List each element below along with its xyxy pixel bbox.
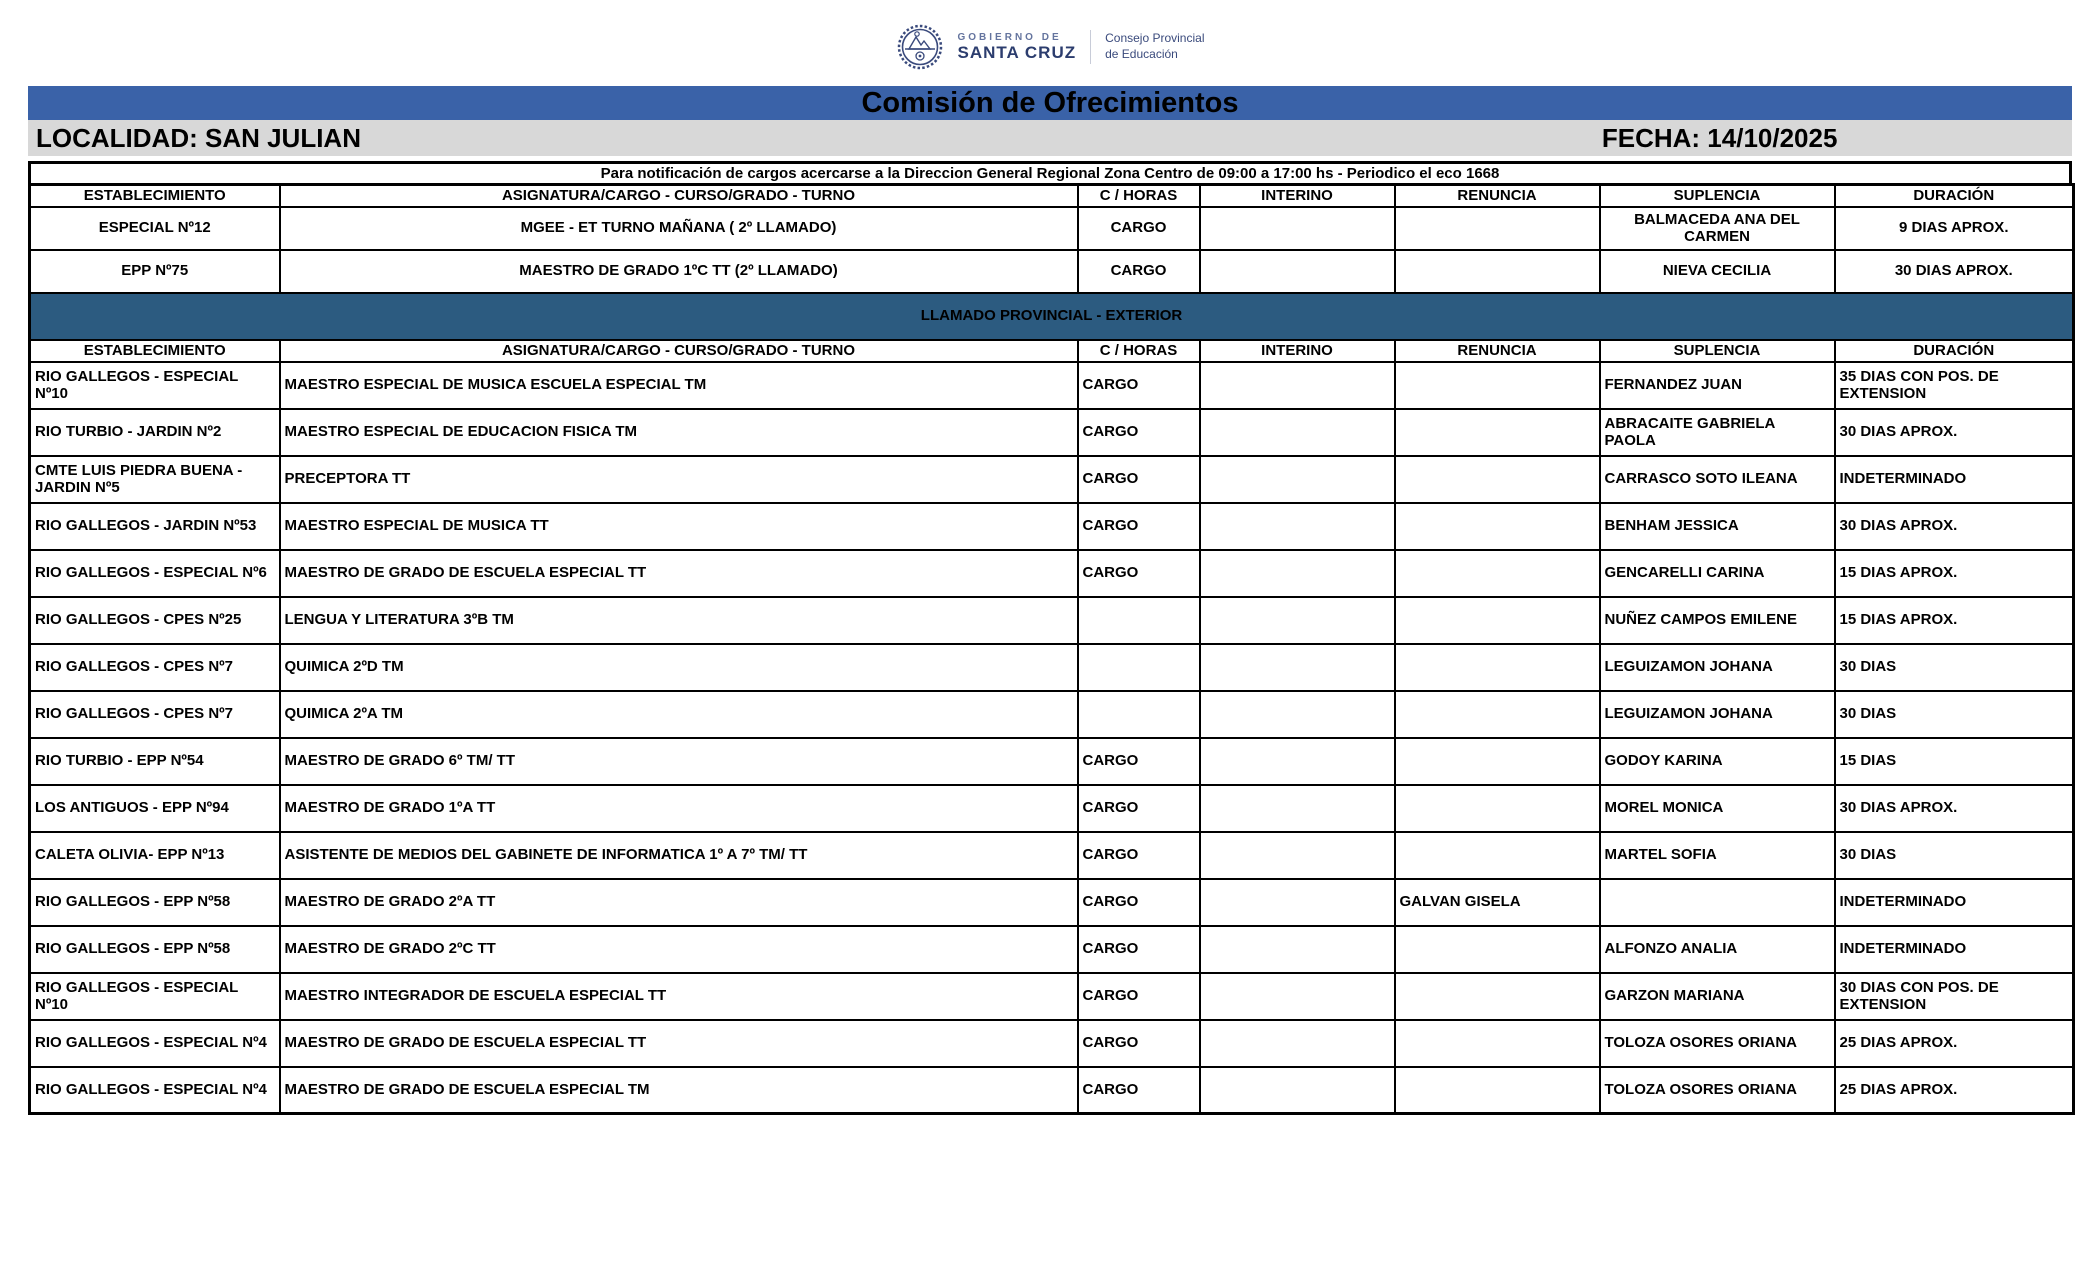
cell-duracion: 15 DIAS APROX. — [1835, 597, 2074, 644]
cell-duracion: 25 DIAS APROX. — [1835, 1067, 2074, 1114]
cell-duracion: 30 DIAS APROX. — [1835, 250, 2074, 293]
cell-renuncia — [1395, 207, 1600, 250]
cell-renuncia — [1395, 926, 1600, 973]
table-row — [30, 1020, 2074, 1067]
cell-establecimiento: RIO GALLEGOS - CPES Nº7 — [30, 644, 280, 691]
cell-duracion: 30 DIAS CON POS. DE EXTENSION — [1835, 973, 2074, 1020]
table-row — [30, 456, 2074, 503]
consejo-wordmark — [1105, 31, 1204, 62]
column-header-renuncia: RENUNCIA — [1395, 340, 1600, 362]
cell-establecimiento: RIO GALLEGOS - CPES Nº7 — [30, 691, 280, 738]
cell-duracion: 30 DIAS APROX. — [1835, 409, 2074, 456]
cell-renuncia — [1395, 691, 1600, 738]
column-header-row — [30, 185, 2074, 207]
gobierno-de-text: GOBIERNO DE — [957, 31, 1062, 43]
cell-duracion: INDETERMINADO — [1835, 456, 2074, 503]
cell-renuncia — [1395, 644, 1600, 691]
column-header-suplencia: SUPLENCIA — [1600, 185, 1835, 207]
cell-interino — [1200, 207, 1395, 250]
cell-asignatura: QUIMICA 2ºD TM — [280, 644, 1078, 691]
cell-renuncia: GALVAN GISELA — [1395, 879, 1600, 926]
table-row — [30, 973, 2074, 1020]
cell-c-horas — [1078, 691, 1200, 738]
cell-suplencia: BALMACEDA ANA DEL CARMEN — [1600, 207, 1835, 250]
cell-c-horas: CARGO — [1078, 503, 1200, 550]
cell-establecimiento: RIO GALLEGOS - ESPECIAL Nº6 — [30, 550, 280, 597]
cell-c-horas: CARGO — [1078, 832, 1200, 879]
column-header-duracion: DURACIÓN — [1835, 185, 2074, 207]
notice-text: Para notificación de cargos acercarse a la Direccion General Regional Zona Centro de 09:00 a 17:00 hs - Periodico el eco 1668 — [28, 161, 2072, 186]
cell-asignatura: MAESTRO DE GRADO 6º TM/ TT — [280, 738, 1078, 785]
cell-duracion: INDETERMINADO — [1835, 926, 2074, 973]
table-row — [30, 550, 2074, 597]
page-title: Comisión de Ofrecimientos — [28, 86, 2072, 120]
cell-c-horas: CARGO — [1078, 550, 1200, 597]
table-row — [30, 503, 2074, 550]
consejo-line1: Consejo Provincial — [1105, 31, 1205, 46]
cell-suplencia: MOREL MONICA — [1600, 785, 1835, 832]
cell-establecimiento: RIO GALLEGOS - ESPECIAL Nº4 — [30, 1020, 280, 1067]
cell-suplencia: GARZON MARIANA — [1600, 973, 1835, 1020]
cell-suplencia: ALFONZO ANALIA — [1600, 926, 1835, 973]
localidad-label: LOCALIDAD: SAN JULIAN — [36, 123, 361, 153]
cell-renuncia — [1395, 362, 1600, 409]
cell-interino — [1200, 597, 1395, 644]
cell-suplencia — [1600, 879, 1835, 926]
cell-suplencia: MARTEL SOFIA — [1600, 832, 1835, 879]
header-logo — [0, 0, 2100, 86]
column-header-asignatura: ASIGNATURA/CARGO - CURSO/GRADO - TURNO — [280, 340, 1078, 362]
cell-interino — [1200, 1067, 1395, 1114]
cell-c-horas: CARGO — [1078, 409, 1200, 456]
cell-asignatura: MAESTRO DE GRADO 1ºC TT (2º LLAMADO) — [280, 250, 1078, 293]
cell-c-horas: CARGO — [1078, 1067, 1200, 1114]
cell-suplencia: TOLOZA OSORES ORIANA — [1600, 1020, 1835, 1067]
table-row — [30, 644, 2074, 691]
cell-duracion: 30 DIAS — [1835, 832, 2074, 879]
table-row — [30, 691, 2074, 738]
cell-asignatura: MAESTRO DE GRADO 2ºA TT — [280, 879, 1078, 926]
santa-cruz-crest-icon — [896, 22, 944, 72]
table-row — [30, 926, 2074, 973]
table-row — [30, 832, 2074, 879]
table-row — [30, 879, 2074, 926]
cell-establecimiento: RIO TURBIO - EPP Nº54 — [30, 738, 280, 785]
cell-interino — [1200, 1020, 1395, 1067]
cell-interino — [1200, 503, 1395, 550]
cell-renuncia — [1395, 973, 1600, 1020]
cell-duracion: 9 DIAS APROX. — [1835, 207, 2074, 250]
cell-interino — [1200, 456, 1395, 503]
column-header-row — [30, 340, 2074, 362]
gobierno-wordmark — [958, 32, 1077, 63]
column-header-c-horas: C / HORAS — [1078, 185, 1200, 207]
cell-asignatura: ASISTENTE DE MEDIOS DEL GABINETE DE INFORMATICA 1º A 7º TM/ TT — [280, 832, 1078, 879]
cell-renuncia — [1395, 550, 1600, 597]
column-header-duracion: DURACIÓN — [1835, 340, 2074, 362]
cell-establecimiento: CMTE LUIS PIEDRA BUENA - JARDIN Nº5 — [30, 456, 280, 503]
cell-establecimiento: ESPECIAL Nº12 — [30, 207, 280, 250]
cell-interino — [1200, 362, 1395, 409]
fecha-label: FECHA: 14/10/2025 — [1601, 123, 1838, 153]
column-header-c-horas: C / HORAS — [1078, 340, 1200, 362]
table-row — [30, 738, 2074, 785]
cell-c-horas: CARGO — [1078, 1020, 1200, 1067]
cell-asignatura: MGEE - ET TURNO MAÑANA ( 2º LLAMADO) — [280, 207, 1078, 250]
column-header-renuncia: RENUNCIA — [1395, 185, 1600, 207]
table-row — [30, 250, 2074, 293]
cell-c-horas — [1078, 644, 1200, 691]
cell-duracion: 30 DIAS — [1835, 644, 2074, 691]
table-row — [30, 785, 2074, 832]
cell-asignatura: MAESTRO DE GRADO 1ºA TT — [280, 785, 1078, 832]
cell-suplencia: TOLOZA OSORES ORIANA — [1600, 1067, 1835, 1114]
cell-duracion: 35 DIAS CON POS. DE EXTENSION — [1835, 362, 2074, 409]
cell-c-horas — [1078, 597, 1200, 644]
cell-establecimiento: CALETA OLIVIA- EPP Nº13 — [30, 832, 280, 879]
column-header-establecimiento: ESTABLECIMIENTO — [30, 185, 280, 207]
cell-asignatura: MAESTRO ESPECIAL DE MUSICA ESCUELA ESPECIAL TM — [280, 362, 1078, 409]
cell-establecimiento: RIO GALLEGOS - JARDIN Nº53 — [30, 503, 280, 550]
offers-table — [28, 183, 2075, 1115]
column-header-interino: INTERINO — [1200, 185, 1395, 207]
table-row — [30, 362, 2074, 409]
cell-duracion: 30 DIAS APROX. — [1835, 503, 2074, 550]
cell-interino — [1200, 691, 1395, 738]
cell-suplencia: BENHAM JESSICA — [1600, 503, 1835, 550]
column-header-establecimiento: ESTABLECIMIENTO — [30, 340, 280, 362]
cell-renuncia — [1395, 456, 1600, 503]
cell-c-horas: CARGO — [1078, 362, 1200, 409]
cell-renuncia — [1395, 250, 1600, 293]
cell-duracion: 30 DIAS APROX. — [1835, 785, 2074, 832]
cell-c-horas: CARGO — [1078, 926, 1200, 973]
cell-duracion: 25 DIAS APROX. — [1835, 1020, 2074, 1067]
cell-establecimiento: RIO GALLEGOS - ESPECIAL Nº10 — [30, 973, 280, 1020]
section-title-llamado-provincial-exterior: LLAMADO PROVINCIAL - EXTERIOR — [30, 293, 2074, 340]
cell-asignatura: MAESTRO DE GRADO DE ESCUELA ESPECIAL TT — [280, 1020, 1078, 1067]
cell-asignatura: PRECEPTORA TT — [280, 456, 1078, 503]
cell-asignatura: MAESTRO DE GRADO DE ESCUELA ESPECIAL TT — [280, 550, 1078, 597]
cell-c-horas: CARGO — [1078, 207, 1200, 250]
cell-renuncia — [1395, 1020, 1600, 1067]
cell-establecimiento: RIO GALLEGOS - EPP Nº58 — [30, 879, 280, 926]
cell-interino — [1200, 250, 1395, 293]
cell-interino — [1200, 409, 1395, 456]
cell-suplencia: FERNANDEZ JUAN — [1600, 362, 1835, 409]
cell-suplencia: GENCARELLI CARINA — [1600, 550, 1835, 597]
cell-suplencia: NUÑEZ CAMPOS EMILENE — [1600, 597, 1835, 644]
cell-duracion: 30 DIAS — [1835, 691, 2074, 738]
consejo-line2: de Educación — [1105, 47, 1178, 61]
table-row — [30, 409, 2074, 456]
cell-suplencia: CARRASCO SOTO ILEANA — [1600, 456, 1835, 503]
cell-duracion: INDETERMINADO — [1835, 879, 2074, 926]
cell-c-horas: CARGO — [1078, 250, 1200, 293]
cell-suplencia: NIEVA CECILIA — [1600, 250, 1835, 293]
cell-renuncia — [1395, 409, 1600, 456]
cell-establecimiento: RIO GALLEGOS - EPP Nº58 — [30, 926, 280, 973]
cell-duracion: 15 DIAS APROX. — [1835, 550, 2074, 597]
cell-asignatura: MAESTRO DE GRADO 2ºC TT — [280, 926, 1078, 973]
cell-renuncia — [1395, 597, 1600, 644]
cell-duracion: 15 DIAS — [1835, 738, 2074, 785]
cell-suplencia: ABRACAITE GABRIELA PAOLA — [1600, 409, 1835, 456]
cell-asignatura: MAESTRO ESPECIAL DE MUSICA TT — [280, 503, 1078, 550]
subheader-bar — [28, 120, 2072, 156]
cell-establecimiento: RIO GALLEGOS - ESPECIAL Nº10 — [30, 362, 280, 409]
cell-renuncia — [1395, 832, 1600, 879]
cell-establecimiento: RIO GALLEGOS - ESPECIAL Nº4 — [30, 1067, 280, 1114]
cell-interino — [1200, 738, 1395, 785]
cell-establecimiento: RIO GALLEGOS - CPES Nº25 — [30, 597, 280, 644]
cell-interino — [1200, 644, 1395, 691]
cell-suplencia: LEGUIZAMON JOHANA — [1600, 691, 1835, 738]
cell-interino — [1200, 550, 1395, 597]
cell-suplencia: LEGUIZAMON JOHANA — [1600, 644, 1835, 691]
cell-interino — [1200, 973, 1395, 1020]
cell-c-horas: CARGO — [1078, 738, 1200, 785]
column-header-suplencia: SUPLENCIA — [1600, 340, 1835, 362]
cell-asignatura: QUIMICA 2ºA TM — [280, 691, 1078, 738]
cell-interino — [1200, 785, 1395, 832]
cell-interino — [1200, 879, 1395, 926]
cell-interino — [1200, 926, 1395, 973]
cell-interino — [1200, 832, 1395, 879]
cell-asignatura: MAESTRO DE GRADO DE ESCUELA ESPECIAL TM — [280, 1067, 1078, 1114]
column-header-asignatura: ASIGNATURA/CARGO - CURSO/GRADO - TURNO — [280, 185, 1078, 207]
logo-divider — [1090, 30, 1091, 64]
table-row — [30, 597, 2074, 644]
cell-establecimiento: EPP Nº75 — [30, 250, 280, 293]
cell-c-horas: CARGO — [1078, 879, 1200, 926]
cell-renuncia — [1395, 1067, 1600, 1114]
cell-asignatura: MAESTRO INTEGRADOR DE ESCUELA ESPECIAL TT — [280, 973, 1078, 1020]
cell-c-horas: CARGO — [1078, 785, 1200, 832]
table-row — [30, 1067, 2074, 1114]
cell-asignatura: MAESTRO ESPECIAL DE EDUCACION FISICA TM — [280, 409, 1078, 456]
cell-c-horas: CARGO — [1078, 973, 1200, 1020]
santa-cruz-text: SANTA CRUZ — [957, 42, 1077, 62]
section-header-row — [30, 293, 2074, 340]
cell-establecimiento: RIO TURBIO - JARDIN Nº2 — [30, 409, 280, 456]
cell-renuncia — [1395, 738, 1600, 785]
cell-suplencia: GODOY KARINA — [1600, 738, 1835, 785]
cell-renuncia — [1395, 785, 1600, 832]
cell-asignatura: LENGUA Y LITERATURA 3ºB TM — [280, 597, 1078, 644]
cell-renuncia — [1395, 503, 1600, 550]
table-row — [30, 207, 2074, 250]
cell-c-horas: CARGO — [1078, 456, 1200, 503]
column-header-interino: INTERINO — [1200, 340, 1395, 362]
cell-establecimiento: LOS ANTIGUOS - EPP Nº94 — [30, 785, 280, 832]
document-content — [28, 86, 2072, 1115]
